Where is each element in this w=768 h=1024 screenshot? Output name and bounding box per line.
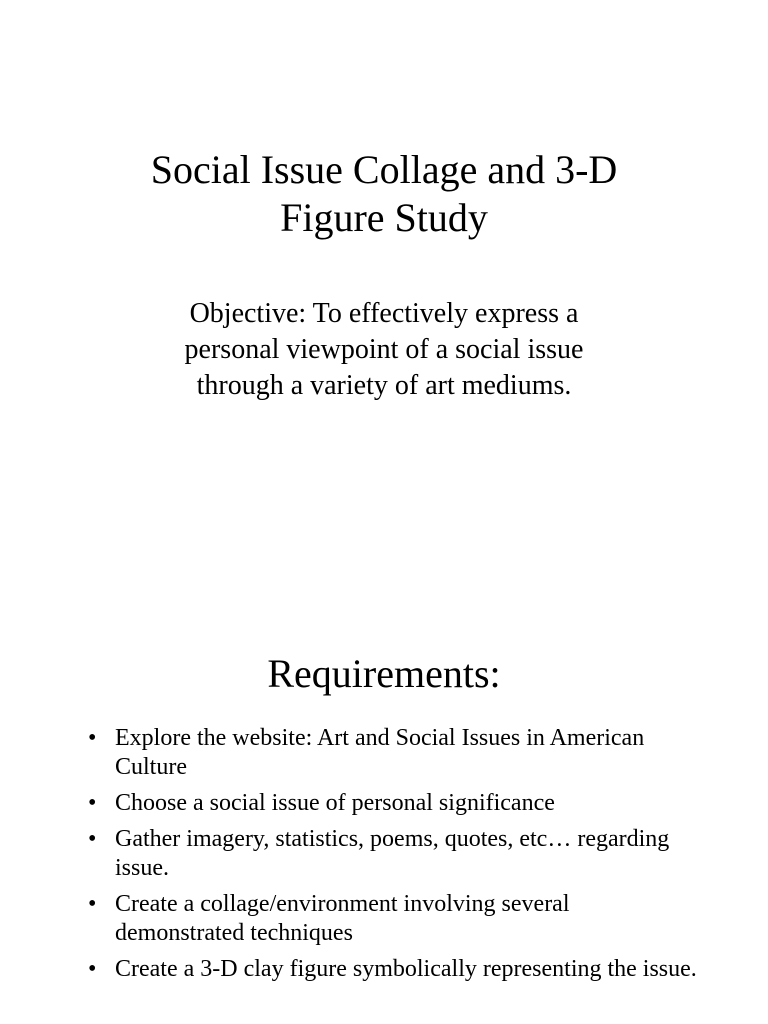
list-item bbox=[0, 724, 768, 782]
page-title bbox=[0, 146, 768, 242]
list-item bbox=[0, 789, 768, 818]
list-item-text: Create a 3-D clay figure symbolically representing the issue. bbox=[115, 956, 697, 982]
list-item bbox=[0, 825, 768, 883]
list-item-text: Choose a social issue of personal significance bbox=[115, 790, 555, 816]
list-item-text: Gather imagery, statistics, poems, quotes, etc… regarding issue. bbox=[115, 826, 670, 881]
slide-requirements bbox=[0, 590, 768, 1024]
bullet-icon: • bbox=[88, 826, 97, 852]
objective-line-2: personal viewpoint of a social issue bbox=[184, 334, 584, 365]
objective-text bbox=[0, 296, 768, 404]
objective-line-1: Objective: To effectively express a bbox=[189, 298, 579, 329]
title-line-1: Social Issue Collage and 3-D bbox=[150, 147, 618, 192]
bullet-icon: • bbox=[88, 725, 97, 751]
requirements-heading: Requirements: bbox=[267, 651, 501, 696]
bullet-icon: • bbox=[88, 956, 97, 982]
list-item bbox=[0, 955, 768, 984]
bullet-icon: • bbox=[88, 891, 97, 917]
list-item-text: Explore the website: Art and Social Issues in American Culture bbox=[115, 725, 645, 780]
objective-line-3: through a variety of art mediums. bbox=[196, 370, 572, 401]
bullet-icon: • bbox=[88, 790, 97, 816]
requirements-list bbox=[0, 724, 768, 991]
list-item-text: Create a collage/environment involving several demonstrated techniques bbox=[115, 891, 570, 946]
title-line-2: Figure Study bbox=[280, 195, 488, 240]
list-item bbox=[0, 890, 768, 948]
